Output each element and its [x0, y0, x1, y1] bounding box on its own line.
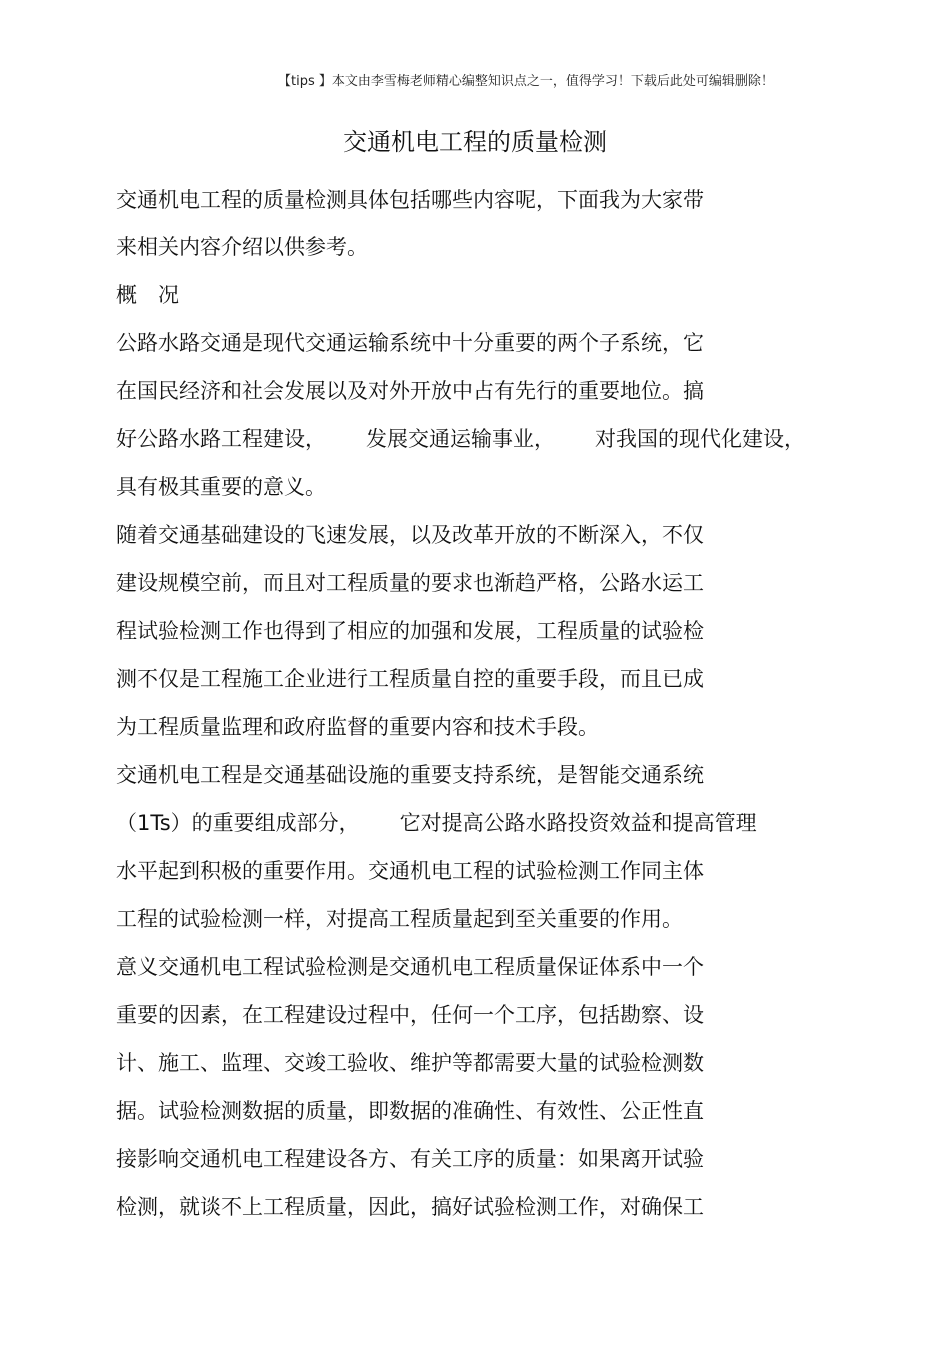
line-segment: 它对提高公路水路投资效益和提高管理	[399, 811, 757, 835]
body-line: 建设规模空前，而且对工程质量的要求也渐趋严格，公路水运工	[116, 571, 704, 595]
line-segment: 好公路水路工程建设，	[116, 427, 326, 451]
body-line: 工程的试验检测一样，对提高工程质量起到至关重要的作用。	[116, 907, 683, 931]
body-line: 随着交通基础建设的飞速发展，以及改革开放的不断深入，不仅	[116, 523, 704, 547]
body-line: 测不仅是工程施工企业进行工程质量自控的重要手段，而且已成	[116, 667, 704, 691]
body-line: 水平起到积极的重要作用。交通机电工程的试验检测工作同主体	[116, 859, 704, 883]
line-segment: 发展交通运输事业，	[366, 427, 555, 451]
body-line: 检测，就谈不上工程质量，因此，搞好试验检测工作，对确保工	[116, 1195, 704, 1219]
tips-header: 【tips 】本文由李雪梅老师精心编整知识点之一，值得学习！下载后此处可编辑删除！	[278, 74, 774, 89]
body-line: 来相关内容介绍以供参考。	[116, 235, 368, 259]
line-segment: 对我国的现代化建设，	[595, 427, 805, 451]
body-line: 程试验检测工作也得到了相应的加强和发展，工程质量的试验检	[116, 619, 704, 643]
body-line: 交通机电工程是交通基础设施的重要支持系统，是智能交通系统	[116, 763, 704, 787]
body-line: 接影响交通机电工程建设各方、有关工序的质量：如果离开试验	[116, 1147, 704, 1171]
document-title: 交通机电工程的质量检测	[343, 128, 607, 156]
body-line	[116, 807, 757, 837]
line-segment: （1Ts）的重要组成部分，	[116, 811, 360, 835]
body-line: 具有极其重要的意义。	[116, 475, 326, 499]
section-heading: 概 况	[116, 283, 179, 307]
body-line: 公路水路交通是现代交通运输系统中十分重要的两个子系统，它	[116, 331, 704, 355]
body-line: 计、施工、监理、交竣工验收、维护等都需要大量的试验检测数	[116, 1051, 704, 1075]
body-line: 意义交通机电工程试验检测是交通机电工程质量保证体系中一个	[116, 955, 704, 979]
body-line: 在国民经济和社会发展以及对外开放中占有先行的重要地位。搞	[116, 379, 704, 403]
body-line: 为工程质量监理和政府监督的重要内容和技术手段。	[116, 715, 599, 739]
body-line: 据。试验检测数据的质量，即数据的准确性、有效性、公正性直	[116, 1099, 704, 1123]
body-line	[116, 423, 805, 453]
body-line: 重要的因素，在工程建设过程中，任何一个工序，包括勘察、设	[116, 1003, 704, 1027]
body-line: 交通机电工程的质量检测具体包括哪些内容呢，下面我为大家带	[116, 188, 704, 212]
